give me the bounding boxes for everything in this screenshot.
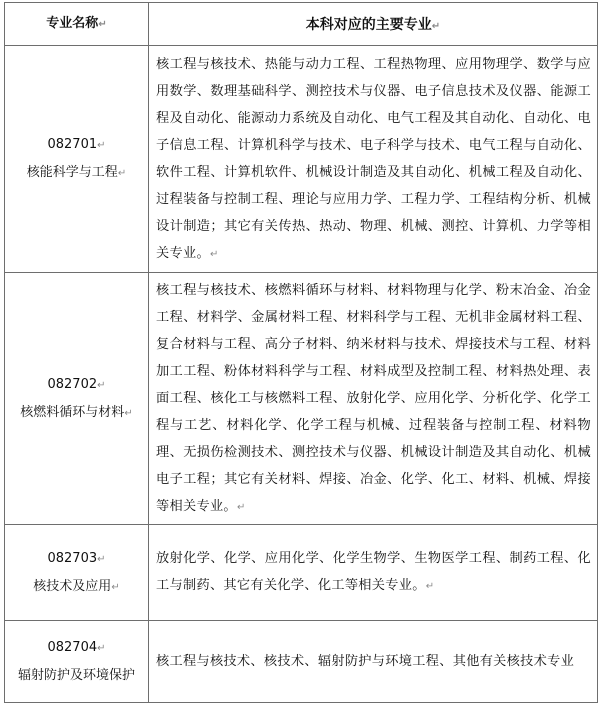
major-name-cell <box>5 525 149 621</box>
corresponding-majors-cell: 核工程与核技术、核技术、辐射防护与环境工程、其他有关核技术专业 <box>149 621 598 703</box>
header-major-name: 专业名称↵ <box>5 3 149 46</box>
corresponding-majors-cell: 放射化学、化学、应用化学、化学生物学、生物医学工程、制药工程、化工与制药、其它有关化学、化工等相关专业。↵ <box>149 525 598 621</box>
table-row <box>5 621 598 703</box>
major-code: 082704↵ <box>47 640 106 655</box>
major-name: 核技术及应用↵ <box>33 578 120 594</box>
major-code: 082703↵ <box>47 550 106 566</box>
major-code: 082701↵ <box>47 137 106 152</box>
major-name-cell <box>5 273 149 525</box>
major-name: 核能科学与工程↵ <box>26 165 127 180</box>
corresponding-majors-cell: 核工程与核技术、热能与动力工程、工程热物理、应用物理学、数学与应用数学、数理基础科学、测控技术与仪器、电子信息技术及仪器、能源工程及自动化、能源动力系统及自动化、电气工程及其自动化、自动化、电子信息工程、计算机科学与技术、电子科学与技术、电气工程与自动化、软件工程、计算机软件、机械设计制造及其自动化、机械工程及自动化、过程装备与控制工程、理论与应用力学、工程力学、工程结构分析、机械设计制造；其它有关传热、热动、物理、机械、测控、计算机、力学等相关专业。↵ <box>149 46 598 273</box>
major-code: 082702↵ <box>47 376 106 392</box>
paragraph-mark: ↵ <box>431 21 441 32</box>
major-name: 核燃料循环与材料↵ <box>20 404 133 420</box>
table-row <box>5 46 598 273</box>
major-name-cell <box>5 621 149 703</box>
header-row <box>5 3 598 46</box>
corresponding-majors-cell: 核工程与核技术、核燃料循环与材料、材料物理与化学、粉末冶金、冶金工程、材料学、金属材料工程、材料科学与工程、无机非金属材料工程、复合材料与工程、高分子材料、纳米材料与技术、焊接技术与工程、材料加工工程、粉体材料科学与工程、材料成型及控制工程、材料热处理、表面工程、核化工与核燃料工程、放射化学、应用化学、分析化学、化学工程与工艺、材料化学、化学工程与机械、过程装备与控制工程、材料物理、无损伤检测技术、测控技术与仪器、机械设计制造及其自动化、机械电子工程；其它有关材料、焊接、冶金、化学、化工、材料、机械、焊接等相关专业。↵ <box>149 273 598 525</box>
table-row <box>5 525 598 621</box>
major-name: 辐射防护及环境保护 <box>17 668 135 683</box>
major-name-cell <box>5 46 149 273</box>
paragraph-mark: ↵ <box>98 19 107 30</box>
header-corresponding-majors: 本科对应的主要专业↵ <box>149 3 598 46</box>
table-row <box>5 273 598 525</box>
majors-table <box>4 2 598 703</box>
